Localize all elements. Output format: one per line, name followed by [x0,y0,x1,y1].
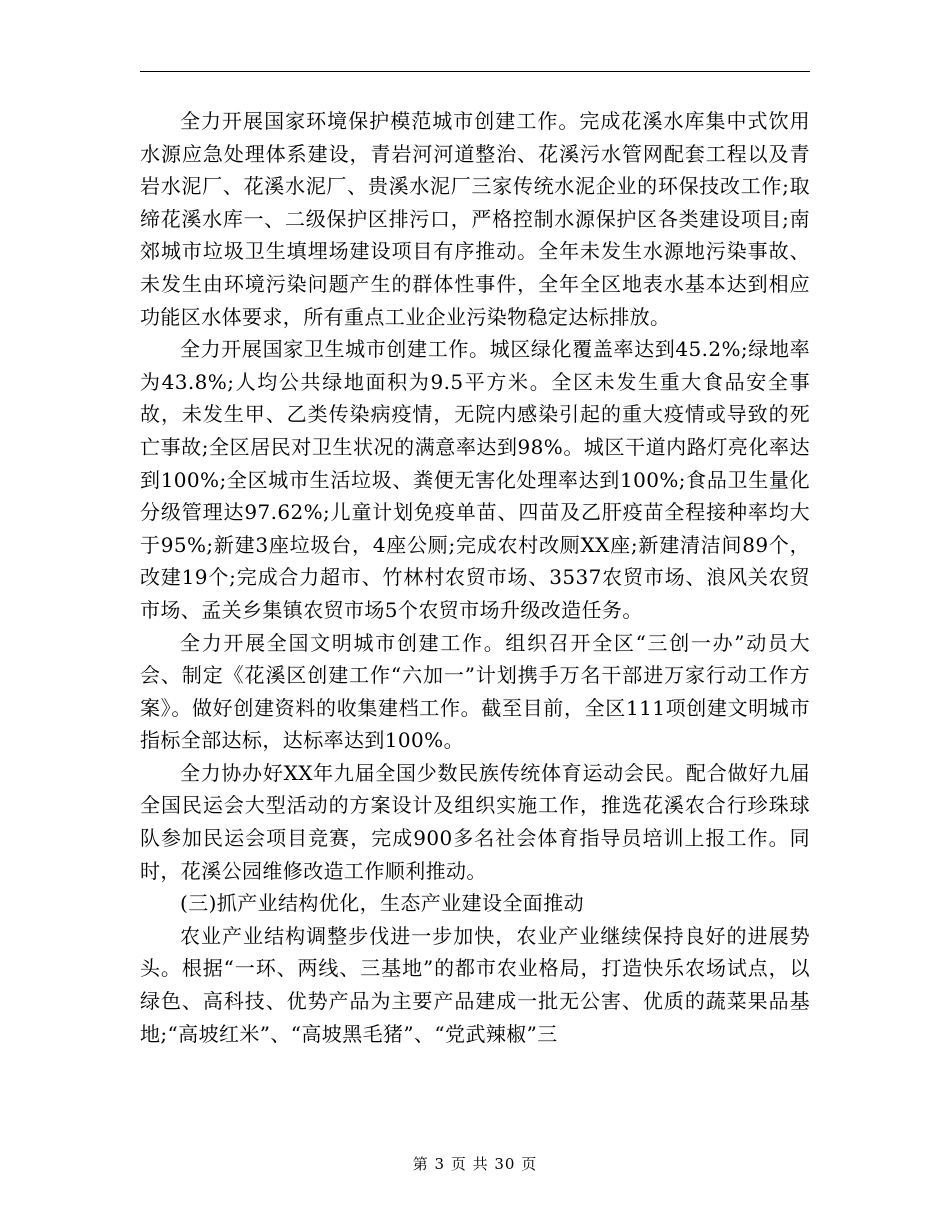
paragraph-agriculture: 农业产业结构调整步伐进一步加快，农业产业继续保持良好的进展势头。根据“一环、两线、三基地”的都市农业格局，打造快乐农场试点，以绿色、高科技、优势产品为主要产品建成一批无公害、优质的蔬菜果品基地;“高坡红米”、“高坡黑毛猪”、“党武辣椒”三 [140,923,810,1046]
header-rule [140,71,810,72]
page-footer: 第 3 页 共 30 页 [412,1155,538,1173]
paragraph-civilization: 全力开展全国文明城市创建工作。组织召开全区“三创一办”动员大会、制定《花溪区创建工作“六加一”计划携手万名干部进万家行动工作方案》。做好创建资料的收集建档工作。截至目前，全区111项创建文明城市指标全部达标，达标率达到100%。 [140,630,810,753]
paragraph-environment: 全力开展国家环境保护模范城市创建工作。完成花溪水库集中式饮用水源应急处理体系建设，青岩河河道整治、花溪污水管网配套工程以及青岩水泥厂、花溪水泥厂、贵溪水泥厂三家传统水泥企业的环保技改工作;取缔花溪水库一、二级保护区排污口，严格控制水源保护区各类建设项目;南郊城市垃圾卫生填埋场建设项目有序推动。全年未发生水源地污染事故、未发生由环境污染问题产生的群体性事件，全年全区地表水基本达到相应功能区水体要求，所有重点工业企业污染物稳定达标排放。 [140,109,810,329]
section-heading: (三)抓产业结构优化，生态产业建设全面推动 [180,891,585,916]
paragraph-sanitation: 全力开展国家卫生城市创建工作。城区绿化覆盖率达到45.2%;绿地率为43.8%;人均公共绿地面积为9.5平方米。全区未发生重大食品安全事故，未发生甲、乙类传染病疫情，无院内感染引起的重大疫情或导致的死亡事故;全区居民对卫生状况的满意率达到98%。城区干道内路灯亮化率达到100%;全区城市生活垃圾、粪便无害化处理率达到100%;食品卫生量化分级管理达97.62%;儿童计划免疫单苗、四苗及乙肝疫苗全程接种率均大于95%;新建3座垃圾台，4座公厕;完成农村改厕XX座;新建清洁间89个，改建19个;完成合力超市、竹林村农贸市场、3537农贸市场、浪风关农贸市场、孟关乡集镇农贸市场5个农贸市场升级改造任务。 [140,337,810,622]
document-body [140,105,810,1050]
paragraph-sports-games: 全力协办好XX年九届全国少数民族传统体育运动会民。配合做好九届全国民运会大型活动的方案设计及组织实施工作，推选花溪农合行珍珠球队参加民运会项目竞赛，完成900多名社会体育指导员培训上报工作。同时，花溪公园维修改造工作顺利推动。 [140,760,810,883]
